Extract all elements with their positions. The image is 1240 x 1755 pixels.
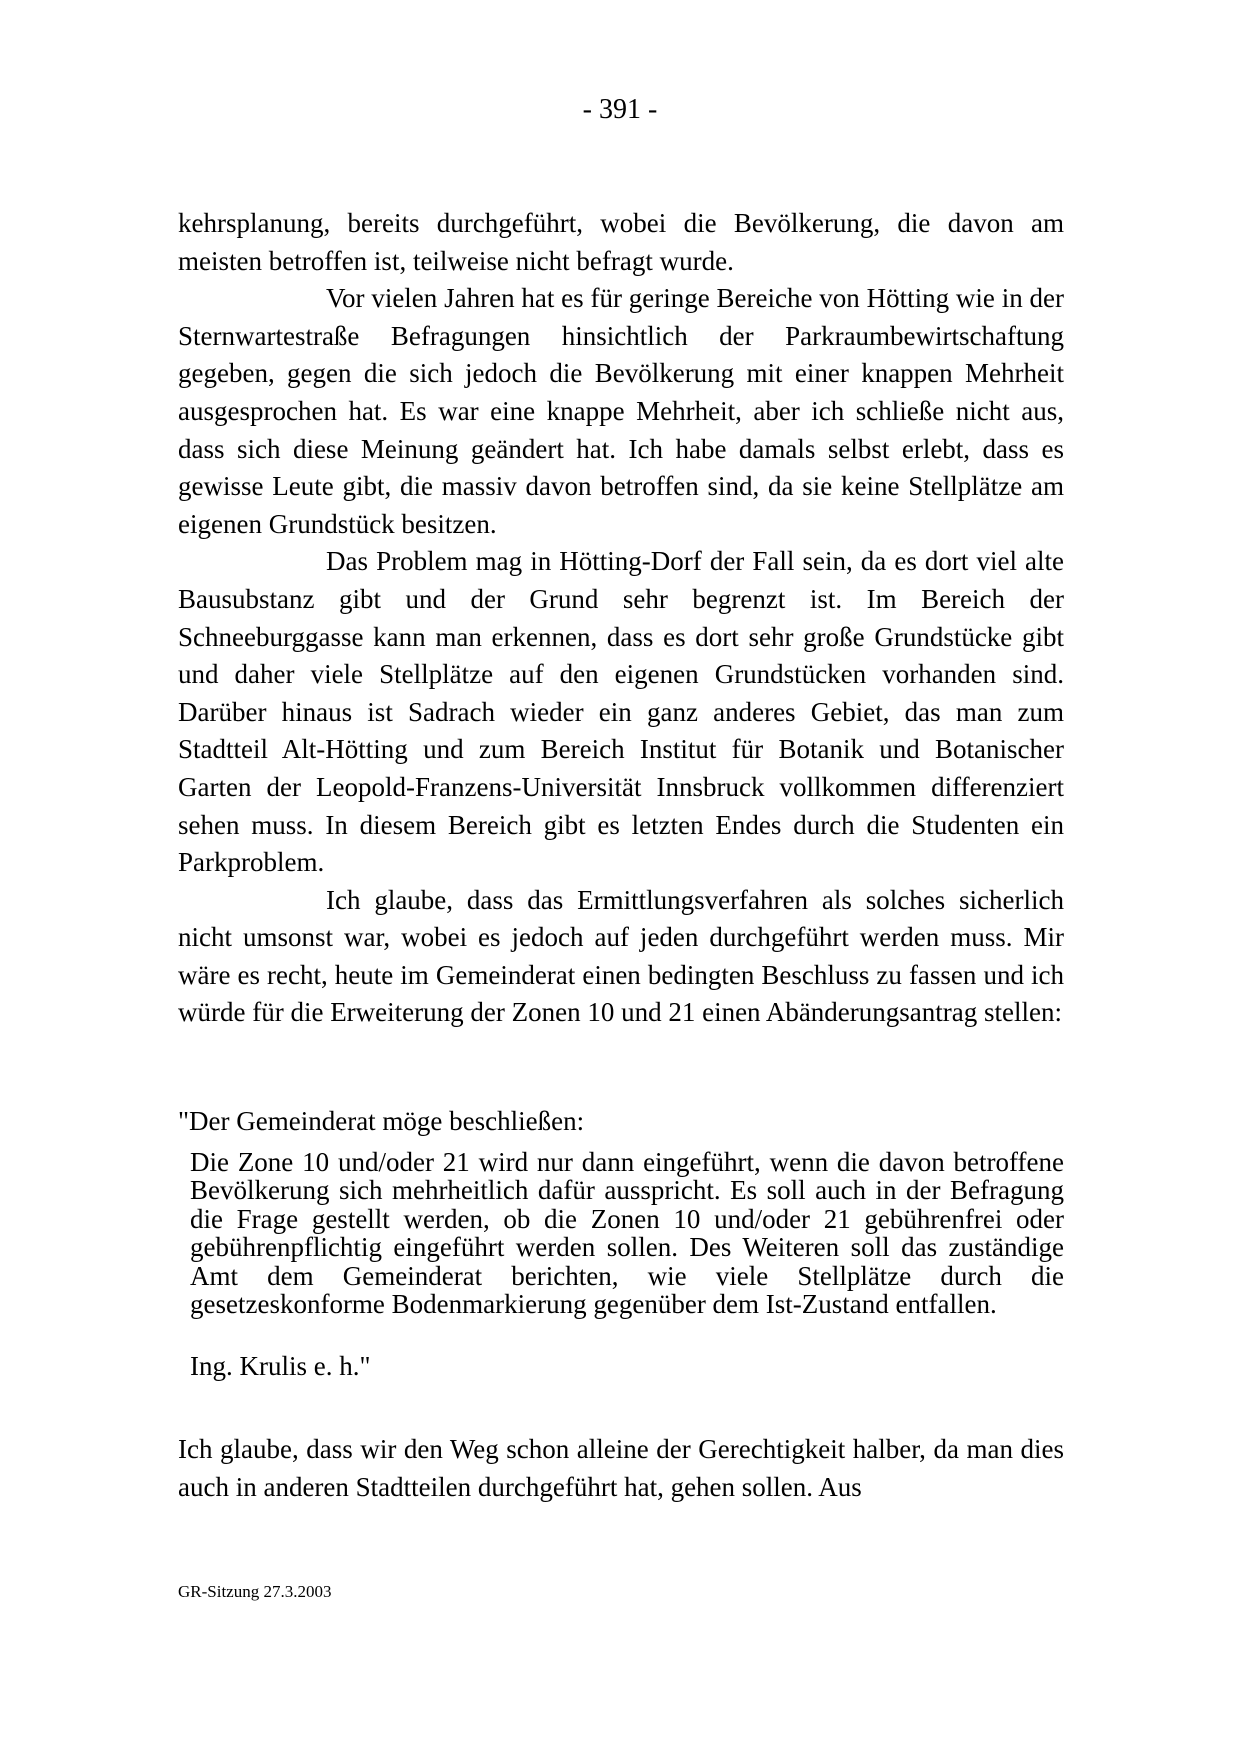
body-text [178,205,1064,1032]
motion-text: Die Zone 10 und/oder 21 wird nur dann eingeführt, wenn die davon betroffene Bevölkerung sich mehrheitlich dafür ausspricht. Es soll auch in der Befragung die Frage gestellt werden, ob die Zonen 10 und/oder 21 gebührenfrei oder gebührenpflichtig eingeführt werden sollen. Des Weiteren soll das zuständige Amt dem Gemeinderat berichten, wie viele Stellplätze durch die gesetzeskonforme Bodenmarkierung gegenüber dem Ist-Zustand entfallen. [190,1147,1064,1320]
motion-intro: "Der Gemeinderat möge beschließen: [178,1106,585,1136]
paragraph-continuation: kehrsplanung, bereits durchgeführt, wobei die Bevölkerung, die davon am meisten betroffen ist, teilweise nicht befragt wurde. [178,208,1064,276]
page-number: - 391 - [582,94,658,125]
page-footer: GR-Sitzung 27.3.2003 [178,1582,332,1601]
paragraph-district-comparison: Das Problem mag in Hötting-Dorf der Fall sein, da es dort viel alte Bausubstanz gibt und der Grund sehr begrenzt ist. Im Bereich der Schneeburggasse kann man erkennen, dass es dort sehr große Grundstücke gibt und daher viele Stellplätze auf den eigenen Grundstücken vorhanden sind. Darüber hinaus ist Sadrach wieder ein ganz anderes Gebiet, das man zum Stadtteil Alt-Hötting und zum Bereich Institut für Botanik und Botanischer Garten der Leopold-Franzens-Universität Innsbruck vollkommen differenziert sehen muss. In diesem Bereich gibt es letzten Endes durch die Studenten ein Parkproblem. [178,546,1064,878]
paragraph-survey-history: Vor vielen Jahren hat es für geringe Bereiche von Hötting wie in der Sternwartestraße Befragungen hinsichtlich der Parkraumbewirtschaftung gegeben, gegen die sich jedoch die Bevölkerung mit einer knappen Mehrheit ausgesprochen hat. Es war eine knappe Mehrheit, aber ich schließe nicht aus, dass sich diese Meinung geändert hat. Ich habe damals selbst erlebt, dass es gewisse Leute gibt, die massiv davon betroffen sind, da sie keine Stellplätze am eigenen Grundstück besitzen. [178,283,1064,539]
paragraph-amendment-proposal: Ich glaube, dass das Ermittlungsverfahren als solches sicherlich nicht umsonst war, wobei es jedoch auf jeden durchgeführt werden muss. Mir wäre es recht, heute im Gemeinderat einen bedingten Beschluss zu fassen und ich würde für die Erweiterung der Zonen 10 und 21 einen Abänderungsantrag stellen: [178,884,1064,1028]
motion-signature: Ing. Krulis e. h." [190,1351,371,1381]
closing-paragraph: Ich glaube, dass wir den Weg schon alleine der Gerechtigkeit halber, da man dies auch in anderen Stadtteilen durchgeführt hat, gehen sollen. Aus [178,1434,1064,1502]
